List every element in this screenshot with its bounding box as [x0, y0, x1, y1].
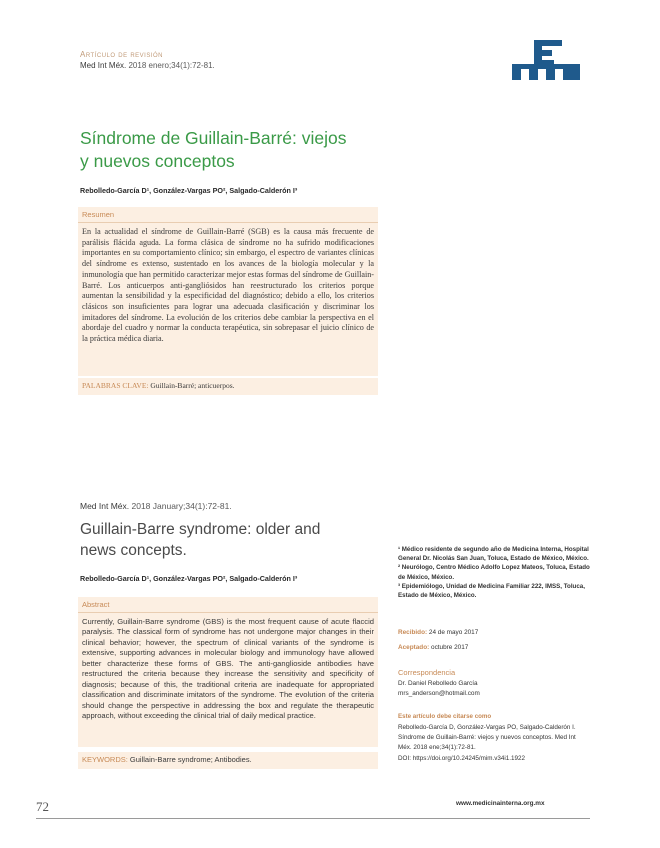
english-abstract-box — [78, 597, 378, 747]
spanish-title-line-1: Síndrome de Guillain-Barré: viejos — [80, 128, 347, 148]
spanish-title-line-2: y nuevos conceptos — [80, 151, 235, 171]
spanish-authors: Rebolledo-García D¹, González-Vargas PO², Salgado-Calderón I³ — [80, 186, 298, 195]
cite-as-text: Rebolledo-García D, González-Vargas PO, Salgado-Calderón I. Síndrome de Guillain-Barré: viejos y nuevos conceptos. Med Int Méx. 2018 ene;34(1):72-81. — [398, 724, 576, 752]
affiliations — [398, 545, 590, 600]
affiliation-2: ² Neurólogo, Centro Médico Adolfo Lopez Mateos, Toluca, Estado de México, México. — [398, 564, 590, 581]
english-title-line-2: news concepts. — [80, 542, 187, 559]
spanish-abstract-box — [78, 207, 378, 376]
english-abstract-text: Currently, Guillain-Barre syndrome (GBS) is the most frequent cause of acute flaccid paralysis. The classical form of syndrome has not undergone major changes in their clinical behavior; however, the spectrum of clinical variants of the syndrome is extensive, supporting advances in molecular biology and immunology have allowed better characterize these forms of GBS. The anti-ganglioside antibodies have restructured the criteria because they increase the sensitivity and specificity of diagnosis; because of this, the traditional criteria are inadequate for appropriated classification and discriminate imitators of the syndrome. The evolution of the criteria should change the perspective in addressing the box and regulate the therapeutic approach, without exceeding the clinical trial of daily medical practice. — [82, 617, 374, 721]
footer-divider — [36, 818, 590, 819]
correspondence-name: Dr. Daniel Rebolledo García — [398, 680, 478, 687]
spanish-keywords-label: PALABRAS CLAVE: — [82, 381, 149, 390]
cite-as-heading: Este artículo debe citarse como — [398, 713, 492, 720]
accepted-label: Aceptado: — [398, 644, 430, 651]
english-keywords-label: KEYWORDS: — [82, 755, 128, 764]
citation-details: 2018 enero;34(1):72-81. — [126, 61, 215, 70]
affiliation-3: ³ Epidemiólogo, Unidad de Medicina Familiar 222, IMSS, Toluca, Estado de México, México. — [398, 582, 585, 600]
doi-link[interactable]: DOI: https://doi.org/10.24245/mim.v34i1.1922 — [398, 754, 526, 762]
spanish-keywords-value: Guillain-Barré; anticuerpos. — [148, 381, 235, 390]
correspondence-heading: Correspondencia — [398, 668, 456, 677]
correspondence-body — [398, 679, 480, 699]
citation-english-journal: Med Int Méx. — [80, 501, 130, 511]
page-number: 72 — [36, 799, 49, 814]
english-authors: Rebolledo-García D¹, González-Vargas PO², Salgado-Calderón I³ — [80, 574, 298, 583]
english-abstract-heading: Abstract — [78, 600, 378, 613]
accepted-date — [398, 643, 590, 652]
english-keywords — [78, 752, 378, 769]
received-date — [398, 628, 590, 637]
cite-as-body — [398, 723, 590, 764]
correspondence-email[interactable]: mrs_anderson@hotmail.com — [398, 690, 480, 697]
accepted-value: octubre 2017 — [429, 644, 469, 651]
english-keywords-value: Guillain-Barre syndrome; Antibodies. — [127, 755, 252, 764]
spanish-abstract-heading: Resumen — [78, 210, 378, 223]
citation-journal: Med Int Méx. — [80, 61, 127, 70]
citation-english — [80, 501, 232, 511]
affiliation-1: ¹ Médico residente de segundo año de Medicina Interna, Hospital General Dr. Nicolás San Juan, Toluca, Estado de México, México. — [398, 546, 589, 563]
citation-spanish — [80, 61, 215, 70]
spanish-title — [80, 127, 410, 173]
spanish-abstract-text: En la actualidad el síndrome de Guillain-Barré (SGB) es la causa más frecuente de parálisis flácida aguda. La forma clásica de síndrome no ha sufrido modificaciones importantes en su comportamiento clínico; sin embargo, el espectro de variantes clínicas del síndrome es extenso, sustentado en los avances de la biología molecular y la inmunología que han permitido caracterizar mejor estas formas del síndrome de Guillain-Barré. Los anticuerpos anti-gangliósidos han reestructurado los criterios porque aumentan la sensibilidad y la especificidad del diagnóstico; debido a ello, los criterios clásicos son insuficientes para lograr una adecuada clasificación y discriminar los imitadores del síndrome. La evolución de los criterios debe cambiar la perspectiva en el abordaje del cuadro y normar la conducta terapéutica, sin sobrepasar el juicio clínico de la práctica médica diaria. — [82, 227, 374, 344]
section-label: Artículo de revisión — [80, 50, 164, 59]
received-label: Recibido: — [398, 629, 428, 636]
journal-logo — [510, 38, 582, 80]
spanish-keywords — [78, 378, 378, 395]
citation-english-details: 2018 January;34(1):72-81. — [129, 501, 232, 511]
english-title — [80, 519, 410, 561]
website-link[interactable]: www.medicinainterna.org.mx — [456, 800, 545, 807]
english-title-line-1: Guillain-Barre syndrome: older and — [80, 521, 321, 538]
received-value: 24 de mayo 2017 — [427, 629, 479, 636]
